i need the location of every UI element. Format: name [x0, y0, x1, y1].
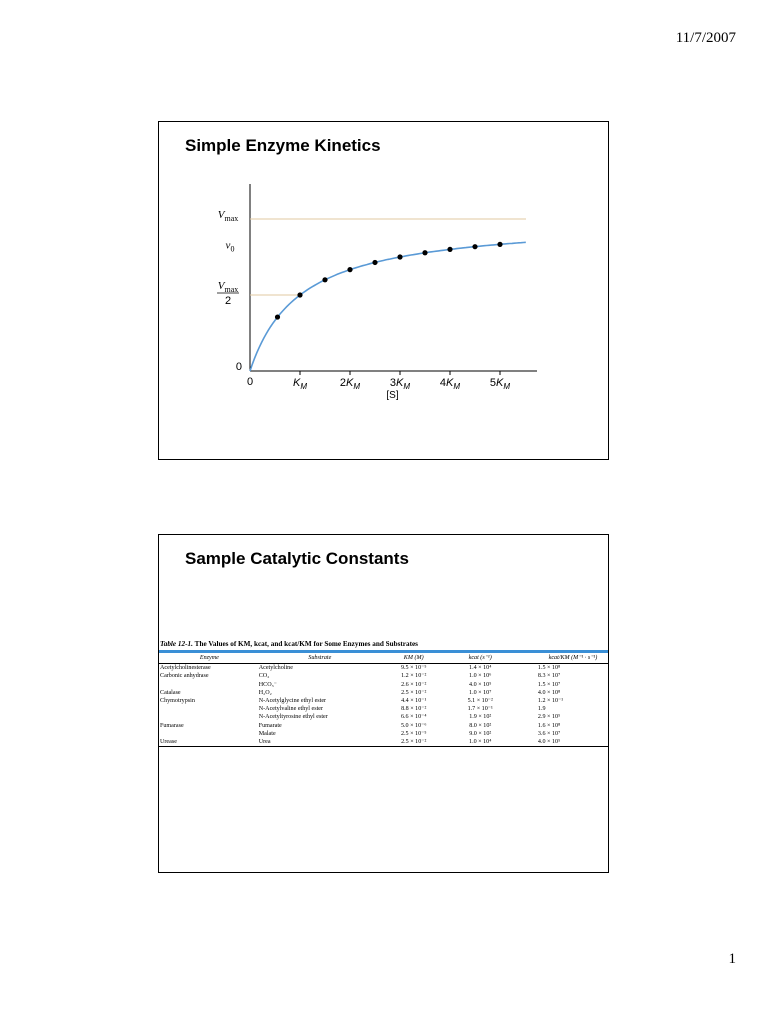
date-header: 11/7/2007: [675, 30, 736, 46]
cell-enzyme: Chymotrypsin: [160, 698, 195, 705]
table-caption-text: The Values of KM, kcat, and kcat/KM for Some Enzymes and Substrates: [194, 640, 418, 648]
cell-kcat: 4.0 × 10⁵: [469, 681, 492, 688]
cell-kcat: 9.0 × 10²: [469, 730, 492, 737]
cell-substrate: CO₂: [258, 673, 270, 680]
data-point: [422, 250, 427, 255]
cell-kcat: 5.1 × 10⁻²: [467, 698, 493, 705]
cell-substrate: N-Acetylvaline ethyl ester: [258, 706, 324, 713]
cell-kcat: 1.9 × 10²: [469, 714, 492, 721]
table-row: [159, 681, 608, 689]
data-point: [472, 244, 477, 249]
data-point: [447, 247, 452, 252]
table-header-ratio: kcat/KM (M⁻¹ · s⁻¹): [514, 653, 608, 664]
cell-km: 5.0 × 10⁻⁶: [400, 722, 427, 729]
table-header-enzyme: Enzyme: [159, 653, 259, 664]
cell-ratio: 1.2 × 10⁻¹: [537, 698, 564, 705]
table-row: [159, 713, 608, 721]
table-caption: [159, 639, 608, 649]
table-row: [159, 672, 608, 680]
cell-substrate: HCO₃⁻: [258, 681, 277, 688]
cell-km: 4.4 × 10⁻¹: [401, 698, 427, 705]
data-point: [347, 267, 352, 272]
cell-ratio: 2.9 × 10⁵: [537, 714, 561, 721]
x-tick-label: $3K_M$: [389, 377, 411, 391]
cell-km: 2.5 × 10⁻⁵: [400, 730, 427, 737]
table-row: [159, 689, 608, 697]
data-point: [497, 242, 502, 247]
y-tick-zero: 0: [235, 361, 242, 373]
table-header-kcat: kcat (s⁻¹): [447, 653, 514, 664]
cell-enzyme: Acetylcholinesterase: [160, 665, 211, 672]
data-point: [372, 260, 377, 265]
cell-km: 9.5 × 10⁻⁵: [400, 665, 427, 672]
cell-ratio: 3.6 × 10⁷: [537, 730, 561, 737]
table-row: [159, 664, 608, 673]
cell-ratio: 4.0 × 10⁸: [537, 689, 561, 696]
table-row: [159, 730, 608, 738]
cell-substrate: Urea: [259, 738, 381, 747]
cell-ratio: 1.5 × 10⁷: [537, 681, 561, 688]
cell-ratio: 1.5 × 10⁸: [537, 665, 561, 672]
cell-enzyme: [159, 681, 259, 689]
cell-kcat: 1.4 × 10⁴: [469, 665, 492, 672]
cell-enzyme: Urease: [159, 738, 259, 747]
x-axis-label: [S]: [386, 390, 399, 401]
slide-catalytic-constants: [158, 534, 609, 873]
cell-enzyme: Catalase: [160, 689, 181, 696]
cell-km: 8.8 × 10⁻²: [401, 706, 427, 713]
table-row: [159, 697, 608, 705]
y-tick-half-vmax-numerator: $V_{max}$: [217, 280, 239, 294]
data-point: [275, 314, 280, 319]
x-tick-label: $4K_M$: [439, 377, 461, 391]
cell-substrate: Fumarate: [258, 722, 282, 729]
cell-kcat: 8.0 × 10²: [469, 722, 492, 729]
cell-ratio: 8.3 × 10⁷: [537, 673, 561, 680]
table-caption-label: Table 12-1.: [160, 640, 193, 648]
cell-km: 2.5 × 10⁻²: [381, 738, 447, 747]
y-tick-vmax: $V_{max}$: [217, 209, 239, 223]
cell-ratio: 1.9: [537, 706, 546, 713]
cell-ratio: 1.6 × 10⁸: [537, 722, 561, 729]
cell-substrate: Acetylcholine: [258, 665, 293, 672]
x-tick-label: $K_M$: [292, 377, 308, 391]
table-header-substrate: Substrate: [259, 653, 381, 664]
cell-kcat: 1.0 × 10⁶: [469, 673, 492, 680]
table-header-km: KM (M): [381, 653, 447, 664]
cell-enzyme: [159, 713, 259, 721]
cell-km: 1.2 × 10⁻²: [401, 673, 427, 680]
cell-enzyme: Fumarase: [160, 722, 184, 729]
mm-curve: [250, 242, 526, 371]
table-row: [159, 705, 608, 713]
data-point: [397, 254, 402, 259]
cell-substrate: N-Acetyltyrosine ethyl ester: [258, 714, 328, 721]
table-row: [159, 722, 608, 730]
cell-substrate: H₂O₂: [258, 689, 272, 696]
catalytic-constants-table: [159, 639, 608, 747]
cell-enzyme: Carbonic anhydrase: [160, 673, 209, 680]
cell-enzyme: [159, 705, 259, 713]
cell-kcat: 1.0 × 10⁷: [469, 689, 492, 696]
cell-ratio: 4.0 × 10⁵: [514, 738, 608, 747]
enzyme-table: [159, 653, 608, 747]
cell-kcat: 1.7 × 10⁻¹: [467, 706, 493, 713]
slide-enzyme-kinetics: [158, 121, 609, 460]
cell-substrate: Malate: [258, 730, 276, 737]
cell-km: 2.5 × 10⁻²: [401, 689, 427, 696]
x-tick-label: $5K_M$: [489, 377, 511, 391]
cell-kcat: 1.0 × 10⁴: [447, 738, 514, 747]
cell-enzyme: [159, 730, 259, 738]
page-number: 1: [728, 951, 736, 967]
slide-title: Sample Catalytic Constants: [185, 549, 409, 568]
table-row: [159, 738, 608, 747]
data-point: [297, 292, 302, 297]
data-point: [322, 277, 327, 282]
slide-title: Simple Enzyme Kinetics: [185, 136, 381, 155]
y-tick-v0: $v_0$: [225, 239, 235, 254]
x-tick-label: 0: [246, 376, 254, 388]
cell-km: 6.6 × 10⁻⁴: [400, 714, 427, 721]
cell-km: 2.6 × 10⁻²: [401, 681, 427, 688]
x-tick-label: $2K_M$: [339, 377, 361, 391]
cell-substrate: N-Acetylglycine ethyl ester: [258, 698, 327, 705]
kinetics-chart: [159, 122, 608, 459]
y-tick-half-vmax-denominator: 2: [224, 295, 232, 307]
